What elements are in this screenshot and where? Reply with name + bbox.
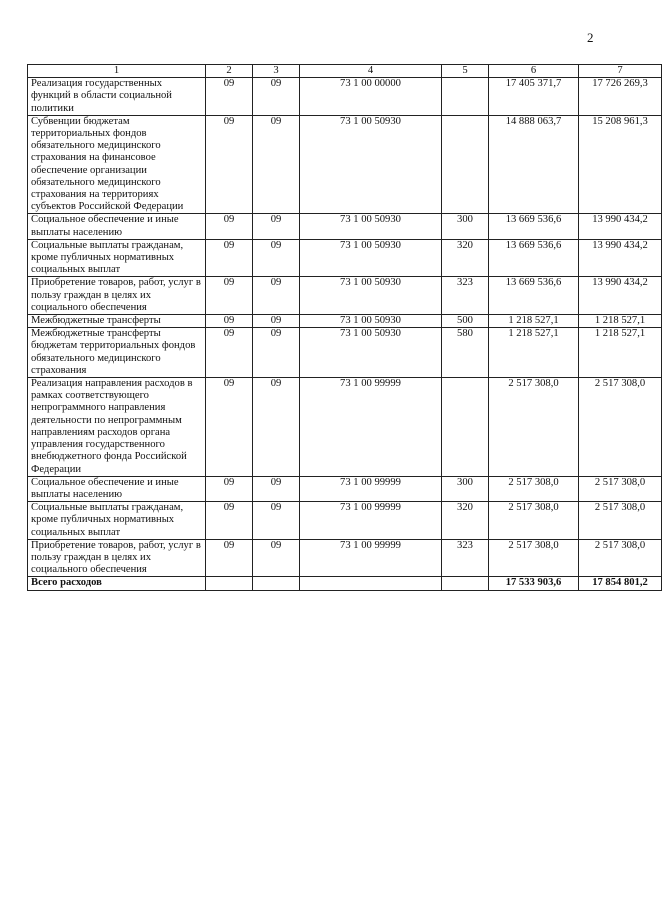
expense-type-code — [442, 78, 489, 116]
table-cell — [206, 577, 253, 590]
subsection-code: 09 — [253, 315, 300, 328]
amount-year-1: 1 218 527,1 — [489, 315, 579, 328]
subsection-code: 09 — [253, 78, 300, 116]
table-row — [28, 315, 662, 328]
expenditure-table — [27, 64, 662, 591]
column-header: 4 — [300, 65, 442, 78]
table-cell — [442, 577, 489, 590]
table-row — [28, 214, 662, 239]
expense-type-code — [442, 115, 489, 214]
subsection-code: 09 — [253, 115, 300, 214]
section-code: 09 — [206, 239, 253, 277]
table-row — [28, 115, 662, 214]
expense-type-code: 323 — [442, 277, 489, 315]
total-amount-2024: 17 854 801,2 — [579, 577, 662, 590]
amount-year-2: 15 208 961,3 — [579, 115, 662, 214]
section-code: 09 — [206, 277, 253, 315]
expense-name: Социальные выплаты гражданам, кроме публичных нормативных социальных выплат — [28, 502, 206, 540]
section-code: 09 — [206, 328, 253, 378]
expense-name: Межбюджетные трансферты — [28, 315, 206, 328]
expense-name: Приобретение товаров, работ, услуг в пользу граждан в целях их социального обеспечения — [28, 539, 206, 577]
column-header: 2 — [206, 65, 253, 78]
column-header: 3 — [253, 65, 300, 78]
subsection-code: 09 — [253, 328, 300, 378]
table-row — [28, 239, 662, 277]
amount-year-1: 13 669 536,6 — [489, 239, 579, 277]
section-code: 09 — [206, 378, 253, 477]
table-row — [28, 539, 662, 577]
amount-year-2: 2 517 308,0 — [579, 502, 662, 540]
target-article-code: 73 1 00 99999 — [300, 539, 442, 577]
expense-type-code: 500 — [442, 315, 489, 328]
page-number: 2 — [587, 30, 594, 45]
amount-year-2: 1 218 527,1 — [579, 328, 662, 378]
subsection-code: 09 — [253, 502, 300, 540]
column-number-row — [28, 65, 662, 78]
table-row — [28, 78, 662, 116]
target-article-code: 73 1 00 99999 — [300, 378, 442, 477]
target-article-code: 73 1 00 50930 — [300, 239, 442, 277]
subsection-code: 09 — [253, 476, 300, 501]
amount-year-2: 17 726 269,3 — [579, 78, 662, 116]
amount-year-1: 17 405 371,7 — [489, 78, 579, 116]
amount-year-1: 13 669 536,6 — [489, 214, 579, 239]
amount-year-1: 2 517 308,0 — [489, 539, 579, 577]
expense-name: Социальные выплаты гражданам, кроме публичных нормативных социальных выплат — [28, 239, 206, 277]
expense-type-code: 580 — [442, 328, 489, 378]
table-cell — [253, 577, 300, 590]
total-row — [28, 577, 662, 590]
amount-year-1: 13 669 536,6 — [489, 277, 579, 315]
expense-name: Реализация государственных функций в области социальной политики — [28, 78, 206, 116]
total-amount-2023: 17 533 903,6 — [489, 577, 579, 590]
expense-name: Социальное обеспечение и иные выплаты населению — [28, 476, 206, 501]
expense-type-code: 323 — [442, 539, 489, 577]
subsection-code: 09 — [253, 539, 300, 577]
amount-year-1: 2 517 308,0 — [489, 502, 579, 540]
expense-name: Социальное обеспечение и иные выплаты населению — [28, 214, 206, 239]
target-article-code: 73 1 00 00000 — [300, 78, 442, 116]
column-header: 5 — [442, 65, 489, 78]
amount-year-1: 2 517 308,0 — [489, 476, 579, 501]
amount-year-2: 2 517 308,0 — [579, 539, 662, 577]
section-code: 09 — [206, 214, 253, 239]
section-code: 09 — [206, 476, 253, 501]
target-article-code: 73 1 00 50930 — [300, 315, 442, 328]
table-cell — [300, 577, 442, 590]
section-code: 09 — [206, 539, 253, 577]
section-code: 09 — [206, 115, 253, 214]
table-row — [28, 277, 662, 315]
total-label: Всего расходов — [28, 577, 206, 590]
amount-year-2: 13 990 434,2 — [579, 277, 662, 315]
expense-name: Реализация направления расходов в рамках соответствующего непрограммного направления деятельности по непрограммным направлениям расходов органа управления государственного внебюджетного фонда Российской Федерации — [28, 378, 206, 477]
expense-type-code: 300 — [442, 214, 489, 239]
expense-type-code — [442, 378, 489, 477]
subsection-code: 09 — [253, 214, 300, 239]
table-row — [28, 378, 662, 477]
subsection-code: 09 — [253, 277, 300, 315]
section-code: 09 — [206, 315, 253, 328]
subsection-code: 09 — [253, 378, 300, 477]
amount-year-2: 13 990 434,2 — [579, 239, 662, 277]
expense-name: Межбюджетные трансферты бюджетам территориальных фондов обязательного медицинского страхования — [28, 328, 206, 378]
column-header: 6 — [489, 65, 579, 78]
amount-year-2: 2 517 308,0 — [579, 378, 662, 477]
amount-year-2: 1 218 527,1 — [579, 315, 662, 328]
amount-year-1: 1 218 527,1 — [489, 328, 579, 378]
expense-name: Субвенции бюджетам территориальных фондов обязательного медицинского страхования на финансовое обеспечение организации обязательного медицинского страхования на территориях субъектов Российской Федерации — [28, 115, 206, 214]
target-article-code: 73 1 00 50930 — [300, 277, 442, 315]
target-article-code: 73 1 00 99999 — [300, 502, 442, 540]
target-article-code: 73 1 00 50930 — [300, 214, 442, 239]
expense-type-code: 300 — [442, 476, 489, 501]
column-header: 7 — [579, 65, 662, 78]
target-article-code: 73 1 00 50930 — [300, 328, 442, 378]
expense-type-code: 320 — [442, 502, 489, 540]
amount-year-1: 2 517 308,0 — [489, 378, 579, 477]
target-article-code: 73 1 00 99999 — [300, 476, 442, 501]
table-row — [28, 476, 662, 501]
amount-year-2: 2 517 308,0 — [579, 476, 662, 501]
section-code: 09 — [206, 78, 253, 116]
amount-year-2: 13 990 434,2 — [579, 214, 662, 239]
expense-type-code: 320 — [442, 239, 489, 277]
table-row — [28, 328, 662, 378]
subsection-code: 09 — [253, 239, 300, 277]
expense-name: Приобретение товаров, работ, услуг в пользу граждан в целях их социального обеспечения — [28, 277, 206, 315]
amount-year-1: 14 888 063,7 — [489, 115, 579, 214]
table-row — [28, 502, 662, 540]
target-article-code: 73 1 00 50930 — [300, 115, 442, 214]
column-header: 1 — [28, 65, 206, 78]
section-code: 09 — [206, 502, 253, 540]
